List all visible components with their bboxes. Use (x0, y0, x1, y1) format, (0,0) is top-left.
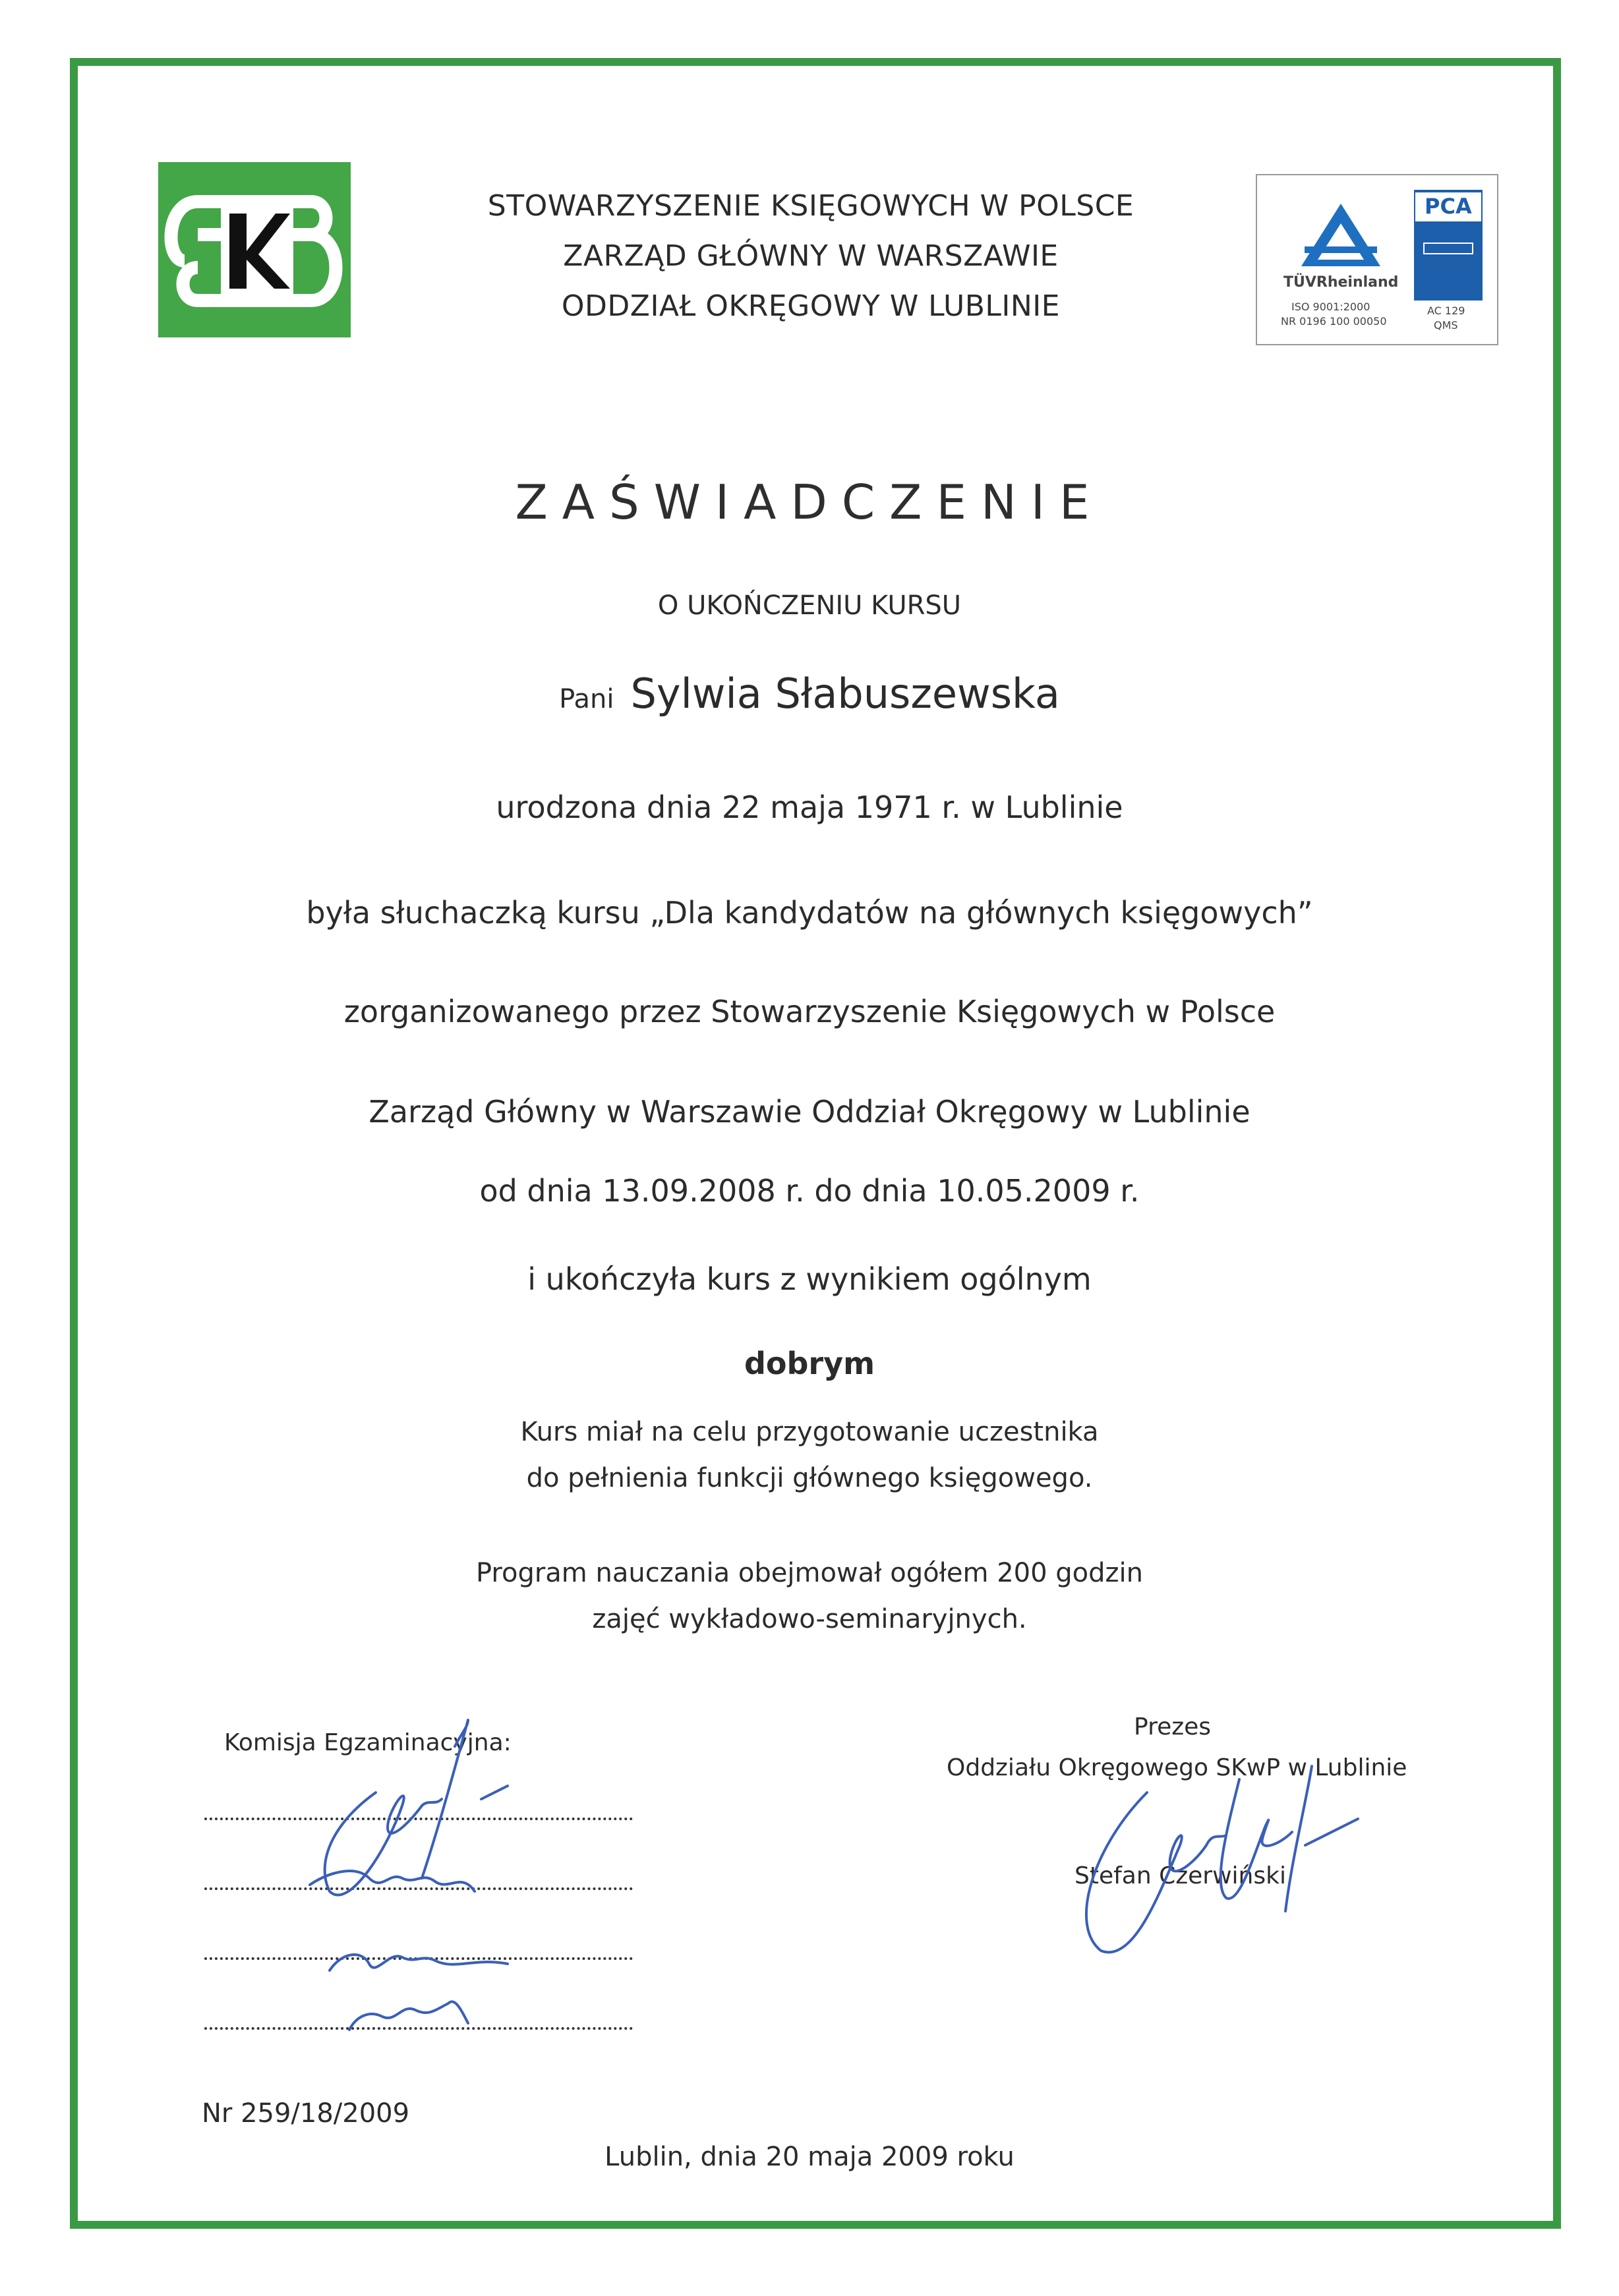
pca-label: PCA (1425, 194, 1472, 219)
program-line-1: Program nauczania obejmował ogółem 200 godzin (476, 1558, 1143, 1588)
purpose-line-2: do pełnienia funkcji głównego księgowego. (526, 1463, 1093, 1493)
period-to: 10.05.2009 r. (937, 1173, 1140, 1209)
president-name: Stefan Czerwiński (1074, 1862, 1286, 1889)
course-prefix: była słuchaczką (306, 895, 547, 931)
period-from-label: od dnia (479, 1173, 593, 1209)
document-number: Nr 259/18/2009 (202, 2098, 410, 2129)
iso-standard: ISO 9001:2000 (1291, 301, 1370, 313)
president-signature (1028, 1727, 1371, 1977)
tuv-number: NR 0196 100 00050 (1281, 315, 1387, 328)
organizer-prefix: zorganizowanego przez (343, 994, 701, 1029)
purpose-line-1: Kurs miał na celu przygotowanie uczestnika (520, 1417, 1099, 1447)
president-title: Prezes (1134, 1713, 1212, 1740)
branch-line: Zarząd Główny w Warszawie Oddział Okręgowy w Lublinie (368, 1094, 1251, 1130)
tuv-name: TÜVRheinland (1283, 274, 1399, 291)
committee-signatures (290, 1694, 567, 2036)
org-name-line-2: ZARZĄD GŁÓWNY W WARSZAWIE (563, 239, 1059, 273)
pca-badge (1414, 190, 1483, 301)
period-from: 13.09.2008 r. (602, 1173, 805, 1209)
org-name-line-3: ODDZIAŁ OKRĘGOWY W LUBLINIE (561, 289, 1061, 323)
period-to-label: do dnia (814, 1173, 927, 1209)
birth-line (0, 789, 1619, 825)
course-line (0, 895, 1619, 931)
document-subtitle: O UKOŃCZENIU KURSU (657, 590, 962, 621)
president-branch: Oddziału Okręgowego SKwP w Lublinie (947, 1754, 1407, 1781)
result-intro: i ukończyła kurs z wynikiem ogólnym (527, 1261, 1092, 1297)
skwp-logo (158, 162, 351, 337)
organizer-line (0, 994, 1619, 1029)
person-line (0, 670, 1619, 718)
org-name-line-1: STOWARZYSZENIE KSIĘGOWYCH W POLSCE (487, 189, 1134, 223)
organizer-name: Stowarzyszenie Księgowych w Polsce (711, 994, 1276, 1029)
pca-ac-number: AC 129 (1427, 304, 1465, 317)
program-line-2: zajęć wykładowo-seminaryjnych. (592, 1604, 1027, 1634)
salutation: Pani (559, 684, 614, 714)
birth-place: w Lublinie (970, 789, 1123, 825)
birth-date: 22 maja 1971 r. (722, 789, 961, 825)
pca-qms: QMS (1434, 319, 1458, 331)
skwp-logo-icon (158, 162, 351, 337)
course-name: kursu „Dla kandydatów na głównych księgowych” (556, 895, 1313, 931)
person-name: Sylwia Słabuszewska (630, 670, 1060, 718)
place-and-date: Lublin, dnia 20 maja 2009 roku (604, 2142, 1015, 2172)
birth-prefix: urodzona dnia (496, 789, 713, 825)
result-grade: dobrym (744, 1346, 875, 1381)
document-title: ZAŚWIADCZENIE (515, 474, 1104, 530)
period-line (0, 1173, 1619, 1209)
tuv-triangle-icon (1298, 200, 1384, 273)
committee-label: Komisja Egzaminacyjna: (224, 1729, 512, 1756)
certification-box (1256, 174, 1498, 345)
